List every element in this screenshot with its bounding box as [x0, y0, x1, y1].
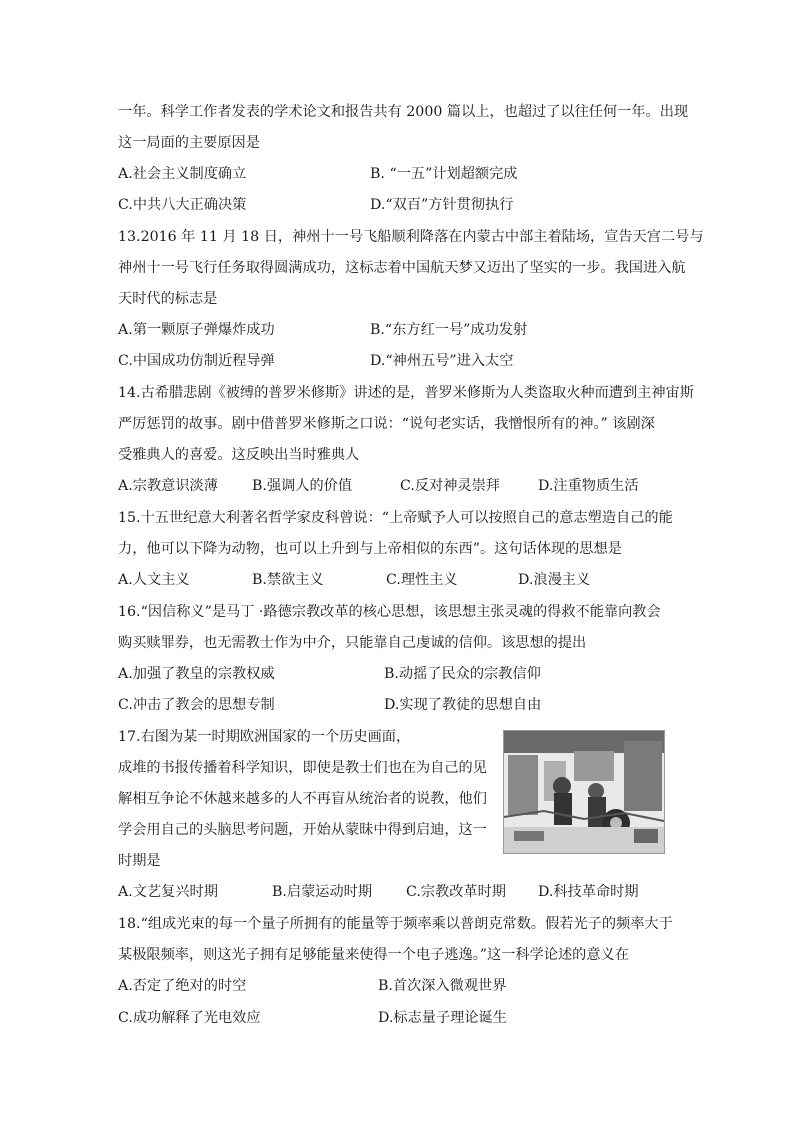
q18-option-d: D.标志量子理论诞生	[378, 1010, 507, 1026]
q17-option-b: B.启蒙运动时期	[272, 884, 373, 900]
q17-option-a: A.文艺复兴时期	[118, 884, 218, 900]
q17-option-c: C.宗教改革时期	[406, 884, 506, 900]
q12-option-c: C.中共八大正确决策	[118, 197, 247, 213]
q13-option-d: D.“神州五号”进入太空	[370, 353, 514, 369]
q14-option-c: C.反对神灵崇拜	[400, 478, 500, 494]
q16-option-c: C.冲击了教会的思想专制	[118, 697, 275, 713]
historical-scene-drawing	[504, 731, 664, 853]
q13-stem-line-2: 神州十一号飞行任务取得圆满成功，这标志着中国航天梦又迈出了坚实的一步。我国进入航	[118, 260, 686, 276]
q12-option-a: A.社会主义制度确立	[118, 166, 247, 182]
q13-stem-line-1: 13.2016 年 11 月 18 日，神州十一号飞船顺利降落在内蒙古中部主着陆场，宣告天宫二号与	[118, 229, 704, 245]
q18-stem-line-2: 某极限频率，则这光子拥有足够能量来使得一个电子逃逸。”这一科学论述的意义在	[118, 947, 629, 963]
q15-option-c: C.理性主义	[386, 572, 458, 588]
q16-option-d: D.实现了教徒的思想自由	[384, 697, 542, 713]
q15-option-d: D.浪漫主义	[518, 572, 591, 588]
q17-stem-line-4: 学会用自己的头脑思考问题，开始从蒙昧中得到启迪，这一	[118, 822, 487, 838]
q18-option-a: A.否定了绝对的时空	[118, 978, 247, 994]
q15-option-b: B.禁欲主义	[252, 572, 324, 588]
q14-stem-line-3: 受雅典人的喜爱。这反映出当时雅典人	[118, 447, 360, 463]
q15-stem-line-2: 力，他可以下降为动物，也可以上升到与上帝相似的东西”。这句话体现的思想是	[118, 541, 622, 557]
q14-stem-line-2: 严厉惩罚的故事。剧中借普罗米修斯之口说：“说句老实话，我憎恨所有的神。” 该剧深	[118, 416, 655, 432]
q14-option-b: B.强调人的价值	[252, 478, 353, 494]
q14-option-a: A.宗教意识淡薄	[118, 478, 218, 494]
q17-stem-line-5: 时期是	[118, 853, 161, 869]
q12-stem-line-1: 一年。科学工作者发表的学术论文和报告共有 2000 篇以上，也超过了以往任何一年。出现	[118, 104, 689, 120]
q15-option-a: A.人文主义	[118, 572, 190, 588]
q16-option-a: A.加强了教皇的宗教权威	[118, 666, 275, 682]
q17-option-d: D.科技革命时期	[538, 884, 639, 900]
q13-stem-line-3: 天时代的标志是	[118, 291, 218, 307]
q17-stem-line-2: 成堆的书报传播着科学知识，即使是教士们也在为自己的见	[118, 760, 487, 776]
q14-stem-line-1: 14.古希腊悲剧《被缚的普罗米修斯》讲述的是，普罗米修斯为人类盗取火种而遭到主神宙斯	[118, 385, 694, 401]
q17-stem-line-1: 17.右图为某一时期欧洲国家的一个历史画面，	[118, 729, 411, 745]
q12-option-b: B. “一五”计划超额完成	[370, 166, 518, 182]
historical-scene-image	[503, 730, 665, 854]
q12-stem-line-2: 这一局面的主要原因是	[118, 135, 260, 151]
q14-option-d: D.注重物质生活	[538, 478, 639, 494]
q15-stem-line-1: 15.十五世纪意大利著名哲学家皮科曾说：“上帝赋予人可以按照自己的意志塑造自己的能	[118, 510, 673, 526]
q12-option-d: D.“双百”方针贯彻执行	[370, 197, 514, 213]
q18-stem-line-1: 18.“组成光束的每一个量子所拥有的能量等于频率乘以普朗克常数。假若光子的频率大于	[118, 916, 673, 932]
q16-stem-line-1: 16.“因信称义”是马丁 ·路德宗教改革的核心思想，该思想主张灵魂的得救不能靠向教会	[118, 604, 661, 620]
q13-option-c: C.中国成功仿制近程导弹	[118, 353, 275, 369]
q13-option-b: B.“东方红一号”成功发射	[370, 322, 528, 338]
q18-option-b: B.首次深入微观世界	[378, 978, 507, 994]
q17-stem-line-3: 解相互争论不休越来越多的人不再盲从统治者的说教，他们	[118, 791, 487, 807]
q16-option-b: B.动摇了民众的宗教信仰	[384, 666, 541, 682]
q16-stem-line-2: 购买赎罪券，也无需教士作为中介，只能靠自己虔诚的信仰。该思想的提出	[118, 635, 587, 651]
q18-option-c: C.成功解释了光电效应	[118, 1010, 261, 1026]
q13-option-a: A.第一颗原子弹爆炸成功	[118, 322, 275, 338]
